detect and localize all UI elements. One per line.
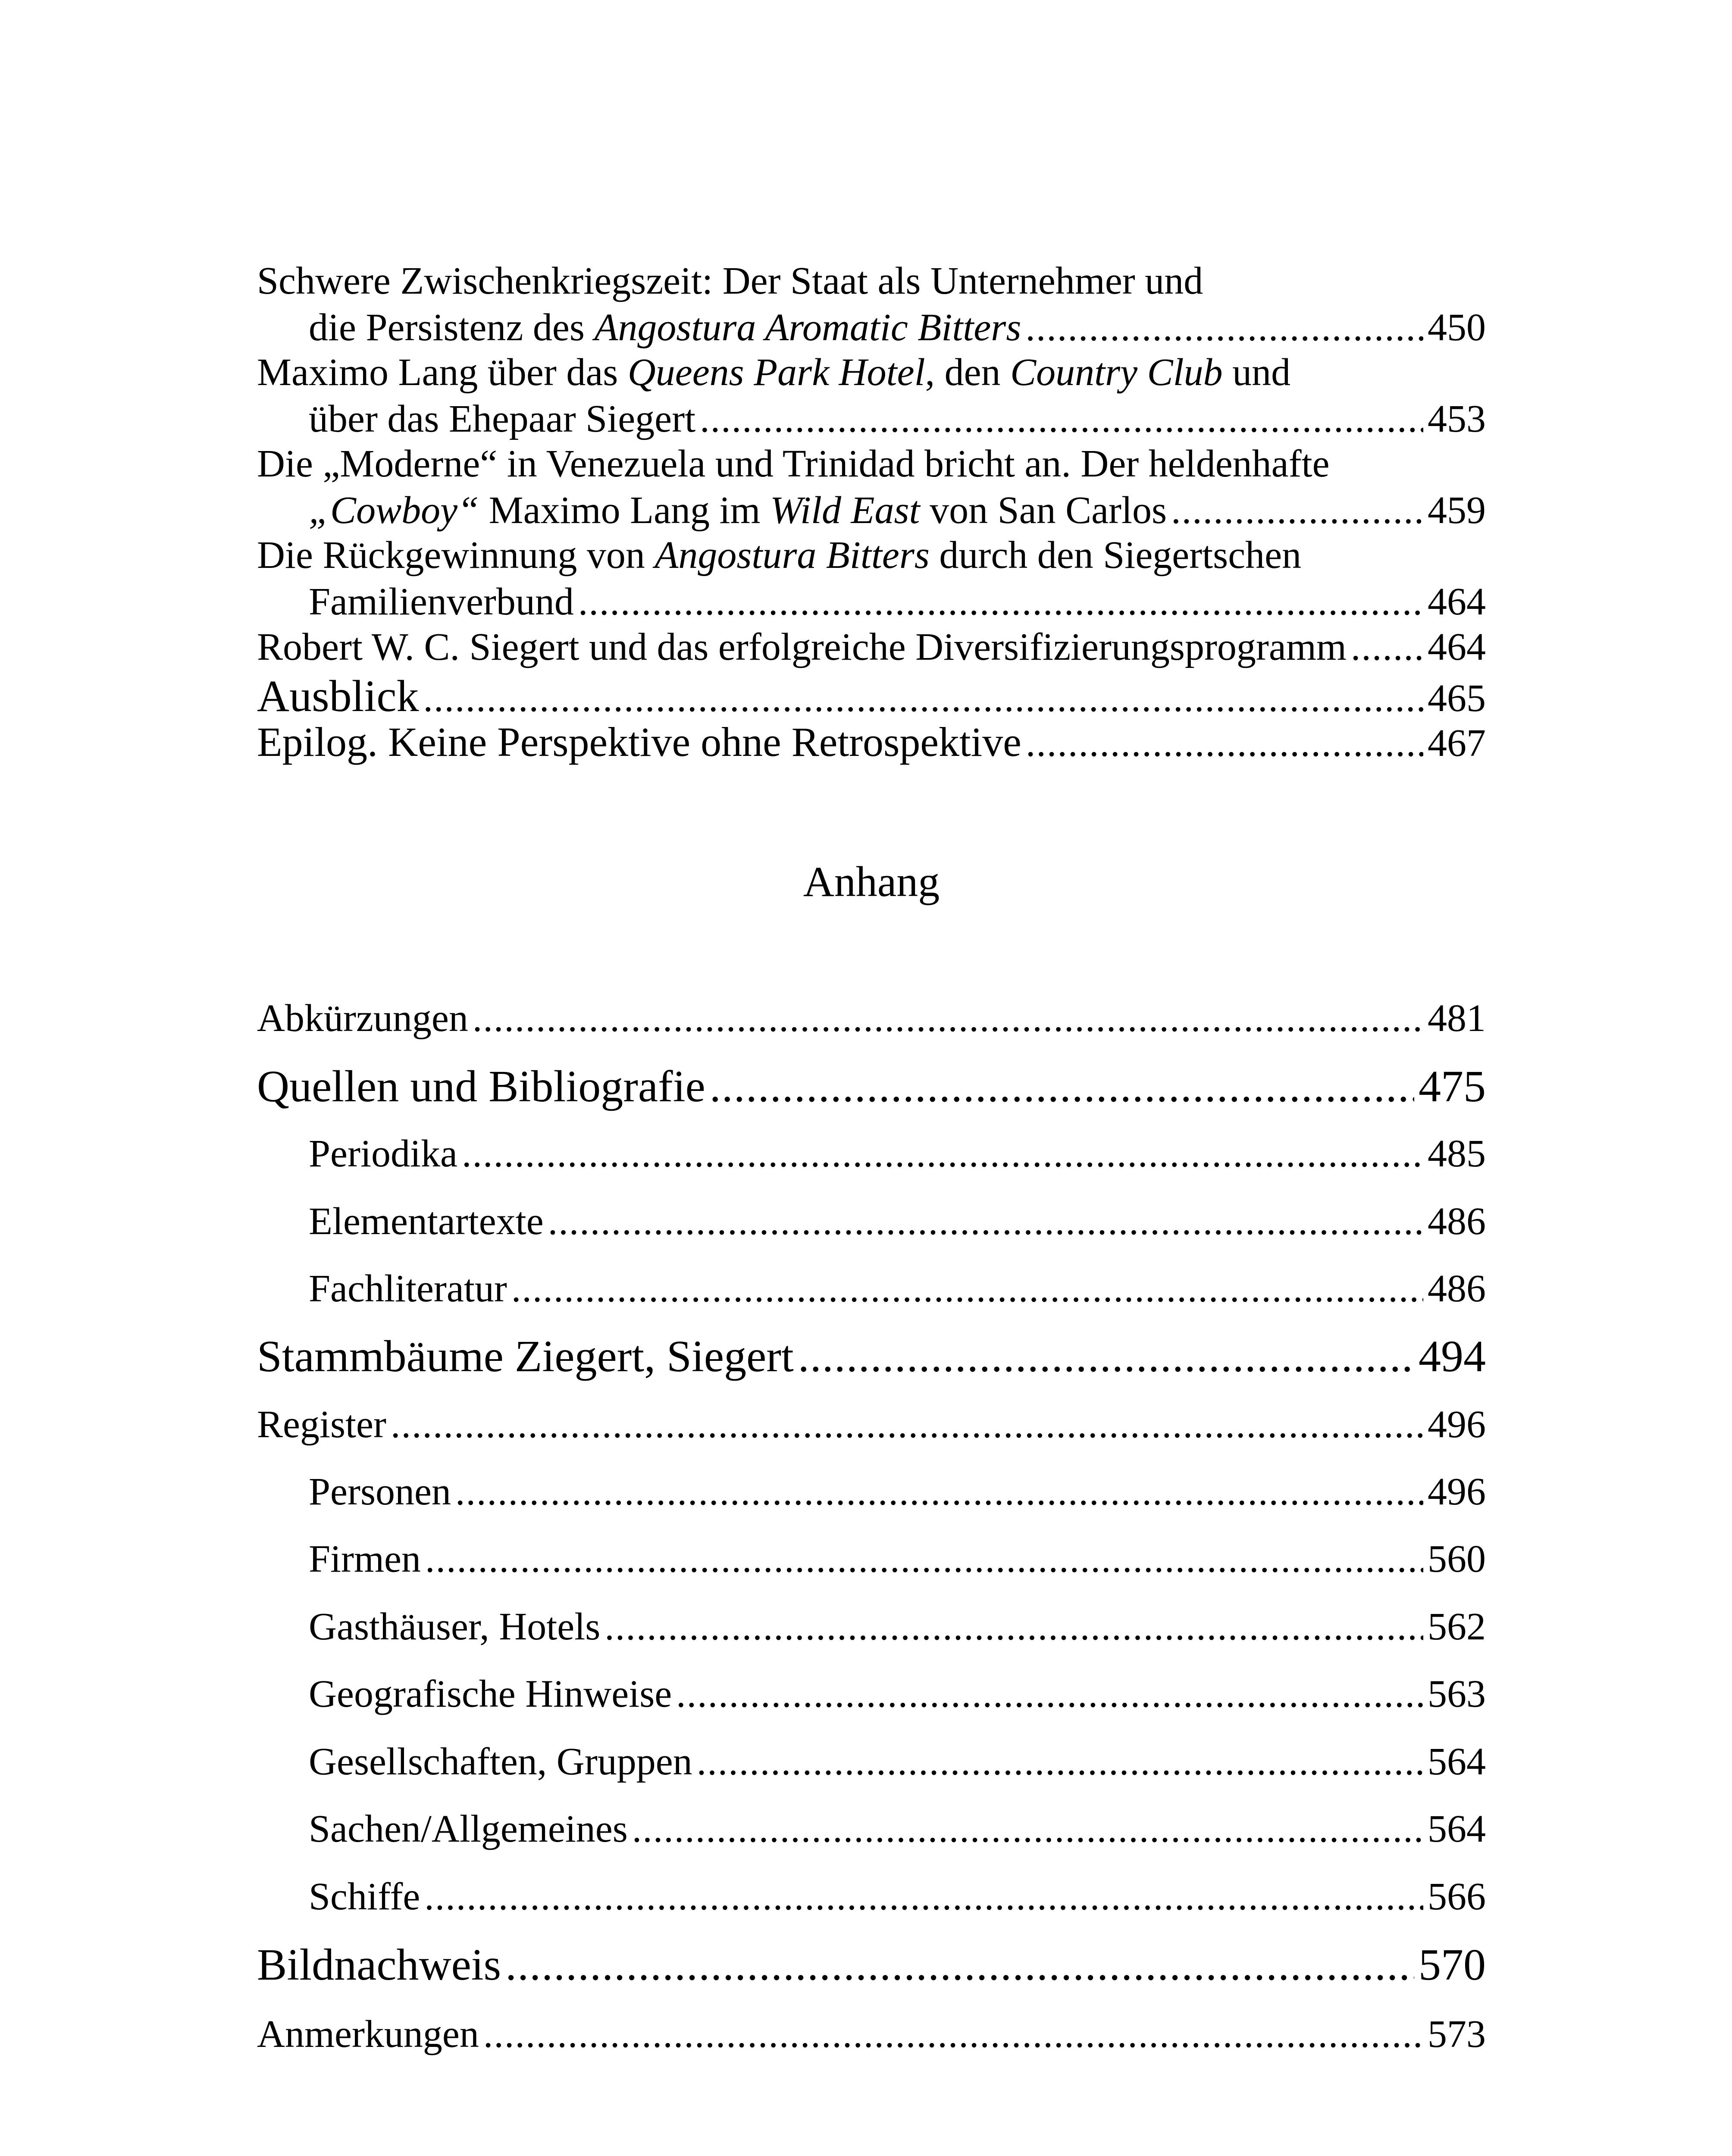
toc-entry-title: und (1222, 351, 1291, 394)
toc-entry (257, 995, 1486, 1042)
toc-page-number: 496 (1428, 1403, 1486, 1446)
toc-page-number: 566 (1428, 1875, 1486, 1918)
toc-page-number: 564 (1428, 1740, 1486, 1783)
toc-entry (257, 1330, 1486, 1383)
toc-entry-title: , den (925, 351, 1011, 394)
toc-entry-title: Die Rückgewinnung von (257, 534, 655, 577)
toc-entry-title: Periodika (309, 1132, 457, 1175)
toc-page-number: 563 (1428, 1673, 1486, 1715)
toc-entry (257, 1131, 1486, 1177)
toc-entry-title: Schwere Zwischenkriegszeit: Der Staat als Unternehmer und (257, 260, 1203, 302)
toc-entry (257, 1469, 1486, 1515)
toc-page-number: 481 (1428, 997, 1486, 1040)
dot-leader (548, 1198, 1423, 1245)
toc-entry-title-italic: „Cowboy“ (309, 489, 479, 532)
toc-page-number: 496 (1428, 1470, 1486, 1513)
toc-entry-title: Firmen (309, 1538, 421, 1580)
toc-entry-title: Maximo Lang über das (257, 351, 628, 394)
toc-entry (257, 1060, 1486, 1113)
toc-entry (257, 1536, 1486, 1583)
dot-leader (1025, 304, 1423, 351)
dot-leader (798, 1330, 1414, 1383)
dot-leader (1171, 487, 1423, 534)
dot-leader (505, 1938, 1414, 1992)
toc-entry (257, 1739, 1486, 1785)
toc-entry-title: Elementartexte (309, 1200, 544, 1243)
toc-entry (257, 258, 1486, 351)
dot-leader (710, 1060, 1414, 1113)
toc-page-number: 486 (1428, 1200, 1486, 1243)
toc-entry-title-cont: Maximo Lang im (479, 489, 770, 532)
dot-leader (1026, 720, 1423, 767)
toc-entry (257, 2011, 1486, 2058)
toc-entry-title: Robert W. C. Siegert und das erfolgreiche Diversifizierungsprogramm (257, 626, 1347, 668)
toc-entry (257, 1671, 1486, 1717)
toc-page-number: 459 (1428, 489, 1486, 532)
dot-leader (424, 1874, 1423, 1920)
toc-entry-title-cont: Familienverbund (309, 580, 574, 623)
toc-entry-title-italic: Queens Park Hotel (627, 351, 925, 394)
dot-leader (423, 672, 1423, 725)
toc-entry-title: durch den Siegertschen (929, 534, 1302, 577)
toc-page-number: 464 (1428, 580, 1486, 623)
dot-leader (391, 1401, 1423, 1448)
dot-leader (462, 1131, 1423, 1177)
dot-leader (578, 579, 1423, 625)
toc-page-number: 464 (1428, 626, 1486, 668)
toc-entry-title-italic: Wild East (770, 489, 920, 532)
toc-entry-title: Epilog. Keine Perspektive ohne Retrospektive (257, 719, 1021, 765)
toc-entry-title: Anmerkungen (257, 2013, 479, 2056)
dot-leader (425, 1536, 1423, 1583)
toc-entry-title: Schiffe (309, 1875, 420, 1918)
toc-entry-title-cont: von San Carlos (920, 489, 1167, 532)
toc-page-number: 467 (1428, 722, 1486, 765)
toc-entry (257, 1401, 1486, 1448)
toc-entry (257, 670, 1486, 723)
dot-leader (632, 1806, 1423, 1852)
toc-page-number: 564 (1428, 1808, 1486, 1850)
toc-entry (257, 1198, 1486, 1245)
toc-page-number: 465 (1428, 677, 1486, 720)
toc-entry-title: Stammbäume Ziegert, Siegert (257, 1332, 794, 1381)
toc-entry (257, 719, 1486, 765)
toc-entry-title: Personen (309, 1470, 451, 1513)
toc-entry-title: Register (257, 1403, 386, 1446)
toc-page-number: 494 (1419, 1332, 1486, 1381)
toc-page-number: 562 (1428, 1605, 1486, 1648)
toc-entry-title-cont: über das Ehepaar Siegert (309, 398, 696, 440)
dot-leader (483, 2011, 1423, 2058)
toc-page-number: 475 (1419, 1062, 1486, 1111)
toc-entry (257, 1806, 1486, 1852)
toc-entry (257, 1266, 1486, 1312)
toc-entry (257, 1874, 1486, 1920)
toc-entry (257, 532, 1486, 625)
toc-entry-title: Bildnachweis (257, 1940, 501, 1990)
toc-entry-title: Fachliteratur (309, 1267, 507, 1310)
toc-entry-title-italic: Angostura Bitters (655, 534, 930, 577)
toc-page-number: 453 (1428, 398, 1486, 440)
toc-page-number: 450 (1428, 306, 1486, 349)
section-heading: Anhang (803, 858, 940, 906)
toc-entry (257, 1604, 1486, 1650)
dot-leader (511, 1266, 1423, 1312)
toc-entry-title-italic: Country Club (1010, 351, 1223, 394)
dot-leader (676, 1671, 1423, 1717)
toc-entry (257, 624, 1486, 671)
toc-entry-title: Gesellschaften, Gruppen (309, 1740, 692, 1783)
toc-page-number: 570 (1419, 1940, 1486, 1990)
toc-entry (257, 441, 1486, 534)
toc-entry (257, 1938, 1486, 1992)
toc-entry-title-cont: die Persistenz des (309, 306, 595, 349)
toc-page-number: 486 (1428, 1267, 1486, 1310)
dot-leader (473, 995, 1423, 1042)
dot-leader (700, 396, 1423, 442)
dot-leader (455, 1469, 1423, 1515)
toc-entry-title: Quellen und Bibliografie (257, 1062, 705, 1111)
toc-entry-title: Geografische Hinweise (309, 1673, 672, 1715)
dot-leader (604, 1604, 1423, 1650)
toc-entry (257, 349, 1486, 442)
dot-leader (1351, 624, 1423, 671)
toc-entry-title: Gasthäuser, Hotels (309, 1605, 601, 1648)
toc-page-number: 485 (1428, 1132, 1486, 1175)
toc-entry-title: Die „Moderne“ in Venezuela und Trinidad bricht an. Der heldenhafte (257, 442, 1330, 485)
toc-entry-title: Abkürzungen (257, 997, 468, 1040)
toc-entry-title: Ausblick (257, 671, 419, 721)
toc-page-number: 560 (1428, 1538, 1486, 1580)
toc-entry-title: Sachen/Allgemeines (309, 1808, 628, 1850)
dot-leader (697, 1739, 1423, 1785)
toc-page-number: 573 (1428, 2013, 1486, 2056)
toc-entry-title-italic: Angostura Aromatic Bitters (594, 306, 1021, 349)
